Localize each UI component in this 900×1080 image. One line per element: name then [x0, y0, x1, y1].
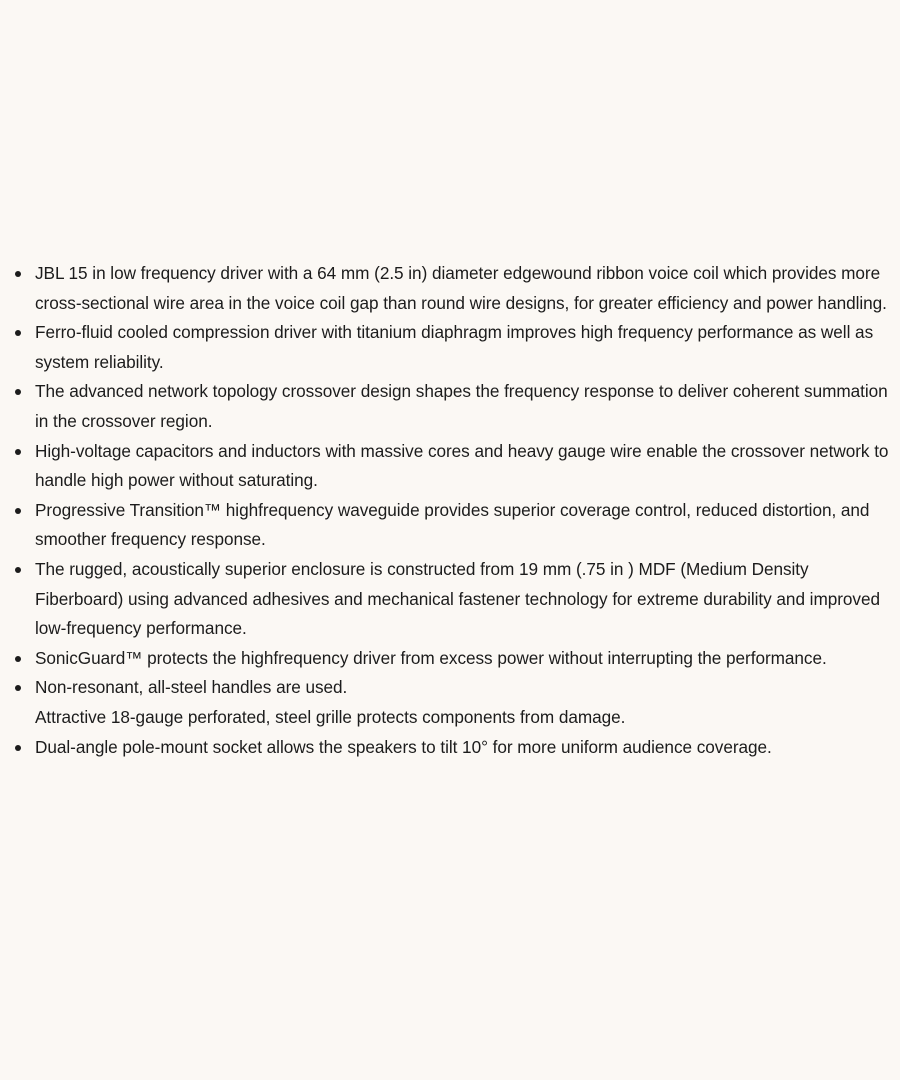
list-item-text: Non-resonant, all-steel handles are used.: [35, 677, 348, 698]
bullet-icon: [15, 745, 21, 751]
list-item-text: The advanced network topology crossover design shapes the frequency response to deliver coherent summation in the crossover region.: [35, 381, 888, 431]
bullet-icon: [15, 389, 21, 395]
list-item: [0, 555, 900, 644]
bullet-icon: [15, 449, 21, 455]
bullet-icon: [15, 508, 21, 514]
bullet-icon: [15, 685, 21, 691]
list-item: [0, 259, 900, 318]
list-item-text: High-voltage capacitors and inductors with massive cores and heavy gauge wire enable the crossover network to handle high power without saturating.: [35, 440, 889, 491]
list-item-continuation-text: Attractive 18-gauge perforated, steel grille protects components from damage.: [35, 706, 626, 727]
list-item-text: JBL 15 in low frequency driver with a 64 mm (2.5 in) diameter edgewound ribbon voice coil which provides more cross-sectional wire area in the voice coil gap than round wire designs, for greater efficiency and power handling.: [35, 263, 887, 313]
list-item: [0, 644, 900, 674]
list-item-text: Ferro-fluid cooled compression driver with titanium diaphragm improves high frequency performance as well as system reliability.: [35, 322, 874, 372]
list-item: [0, 673, 900, 732]
list-item: [0, 318, 900, 377]
feature-list: [0, 259, 900, 762]
list-item: [0, 377, 900, 436]
bullet-icon: [15, 330, 21, 336]
bullet-icon: [15, 656, 21, 662]
list-item: [0, 496, 900, 555]
list-item-text: The rugged, acoustically superior enclosure is constructed from 19 mm (.75 in ) MDF (Medium Density Fiberboard) using advanced adhesives and mechanical fastener technology for extreme durability and improved low-frequency performance.: [35, 558, 880, 639]
list-item-text: Dual-angle pole-mount socket allows the speakers to tilt 10° for more uniform audience coverage.: [35, 736, 772, 757]
list-item: [0, 733, 900, 763]
list-item-text: Progressive Transition™ highfrequency waveguide provides superior coverage control, reduced distortion, and smoother frequency response.: [35, 499, 870, 550]
bullet-icon: [15, 567, 21, 573]
list-item-text: SonicGuard™ protects the highfrequency driver from excess power without interrupting the performance.: [35, 647, 827, 668]
bullet-icon: [15, 271, 21, 277]
list-item: [0, 437, 900, 496]
